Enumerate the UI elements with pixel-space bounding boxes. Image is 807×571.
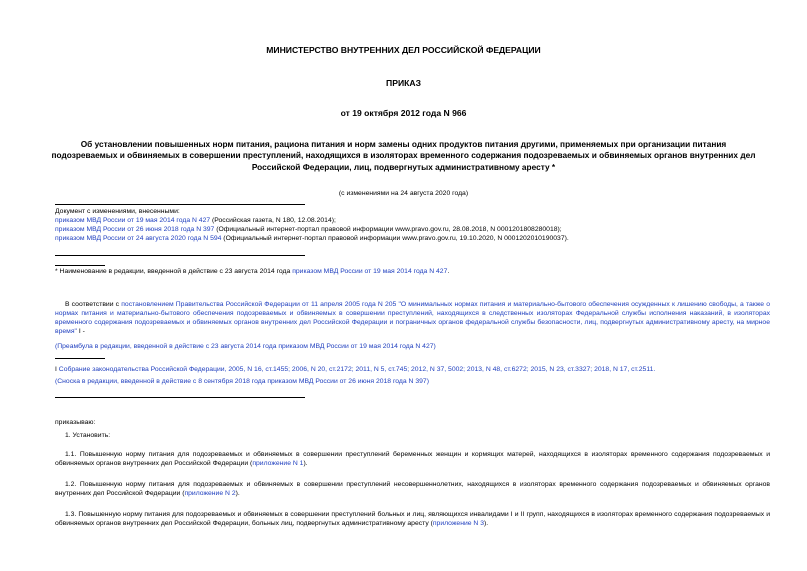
change-item: приказом МВД России от 26 июня 2018 года N 397 (Официальный интернет-портал правовой информации www.pravo.gov.ru, 28.08.2018, N 0001201808280018); xyxy=(55,225,562,233)
divider xyxy=(55,255,305,256)
sources-link[interactable]: Собрание законодательства Российской Федерации, 2005, N 16, ст.1455; 2006, N 20, ст.2172; 2011, N 5, ст.745; 2012, N 37, 5002; 2013, N 48, ст.6272; 2015, N 23, ст.3327; 2018, N 17, ст.2511. xyxy=(56,366,656,373)
footnote-note[interactable]: (Сноска в редакции, введенной в действие с 8 сентября 2018 года приказом МВД России от 26 июня 2018 года N 397) xyxy=(55,378,429,385)
ministry-heading: МИНИСТЕРСТВО ВНУТРЕННИХ ДЕЛ РОССИЙСКОЙ ФЕДЕРАЦИИ xyxy=(266,45,541,55)
change-link[interactable]: приказом МВД России от 26 июня 2018 года N 397 xyxy=(55,225,215,233)
change-link[interactable]: приказом МВД России от 24 августа 2020 года N 594 xyxy=(55,234,222,242)
preamble-note[interactable]: (Преамбула в редакции, введенной в действие с 23 августа 2014 года приказом МВД России от 19 мая 2014 года N 427) xyxy=(55,343,436,350)
footnote-sources: I Собрание законодательства Российской Федерации, 2005, N 16, ст.1455; 2006, N 20, ст.2172; 2011, N 5, ст.745; 2012, N 37, 5002; 2013, N 48, ст.6272; 2015, N 23, ст.3327; 2018, N 17, ст.2511. xyxy=(55,366,656,373)
change-item: приказом МВД России от 19 мая 2014 года N 427 (Российская газета, N 180, 12.08.2014); xyxy=(55,216,336,224)
footnote-divider xyxy=(55,265,105,266)
changes-intro: Документ с изменениями, внесенными: xyxy=(55,208,180,215)
clause-1-1: 1.1. Повышенную норму питания для подозреваемых и обвиняемых в совершении преступлений беременных женщин и кормящих матерей, находящихся в изоляторах временного содержания подозреваемых и обвиняемых органов внутренних дел Российской Федерации (приложение N 1). xyxy=(55,451,770,467)
orders-word: приказываю: xyxy=(55,419,96,426)
doc-type-heading: ПРИКАЗ xyxy=(386,78,421,88)
divider xyxy=(55,397,305,398)
changes-block xyxy=(55,208,770,244)
clause-1: 1. Установить: xyxy=(65,432,111,439)
divider xyxy=(55,204,305,205)
document-title: Об установлении повышенных норм питания, рациона питания и норм замены одних продуктов питания другими, применяемых при организации питания подозреваемых и обвиняемых в совершении преступлений, находящихся в изоляторах временного содержания подозреваемых и обвиняемых органов внутренних дел Российской Федерации, лиц, подвергнутых административному аресту * xyxy=(51,139,756,172)
preamble: В соответствии с постановлением Правительства Российской Федерации от 11 апреля 2005 года N 205 "О минимальных нормах питания и материально-бытового обеспечения осужденных к лишению свободы, а также о нормах питания и материально-бытового обеспечения подозреваемых и обвиняемых в совершении преступлений, находящихся в следственных изоляторах Федеральной службы исполнения наказаний, в изоляторах временного содержания подозреваемых и обвиняемых органов внутренних дел Российской Федерации и пограничных органов федеральной службы безопасности, лиц, подвергнутых административному аресту, на мирное время" I - xyxy=(55,301,770,335)
preamble-link[interactable]: постановлением Правительства Российской Федерации от 11 апреля 2005 года N 205 "О минимальных нормах питания и материально-бытового обеспечения осужденных к лишению свободы, а также о нормах питания и материально-бытового обеспечения подозреваемых и обвиняемых в совершении преступлений, находящихся в следственных изоляторах Федеральной службы исполнения наказаний, в изоляторах временного содержания подозреваемых и обвиняемых органов внутренних дел Российской Федерации и пограничных органов федеральной службы безопасности, лиц, подвергнутых административному аресту, на мирное время" xyxy=(55,301,770,335)
date-number-heading: от 19 октября 2012 года N 966 xyxy=(340,108,467,118)
footnote-divider xyxy=(55,358,105,359)
footnote-title: * Наименование в редакции, введенной в действие с 23 августа 2014 года приказом МВД России от 19 мая 2014 года N 427. xyxy=(55,268,450,275)
appendix-2-link[interactable]: приложение N 2 xyxy=(184,489,236,497)
change-item: приказом МВД России от 24 августа 2020 года N 594 (Официальный интернет-портал правовой информации www.pravo.gov.ru, 19.10.2020, N 0001202010190037). xyxy=(55,234,569,242)
clause-1-3: 1.3. Повышенную норму питания для подозреваемых и обвиняемых в совершении преступлений больных и лиц, являющихся инвалидами I и II групп, находящихся в изоляторах временного содержания подозреваемых и обвиняемых органов внутренних дел Российской Федерации, больных лиц, подвергнутых административному аресту (приложение N 3). xyxy=(55,511,770,527)
change-link[interactable]: приказом МВД России от 19 мая 2014 года N 427 xyxy=(55,216,211,224)
revision-note: (с изменениями на 24 августа 2020 года) xyxy=(338,190,469,197)
clause-1-2: 1.2. Повышенную норму питания для подозреваемых и обвиняемых в совершении преступлений несовершеннолетних, находящихся в изоляторах временного содержания подозреваемых и обвиняемых органов внутренних дел Российской Федерации (приложение N 2). xyxy=(55,481,770,497)
footnote-link[interactable]: приказом МВД России от 19 мая 2014 года N 427 xyxy=(292,268,448,275)
appendix-1-link[interactable]: приложение N 1 xyxy=(252,459,304,467)
appendix-3-link[interactable]: приложение N 3 xyxy=(432,519,485,527)
